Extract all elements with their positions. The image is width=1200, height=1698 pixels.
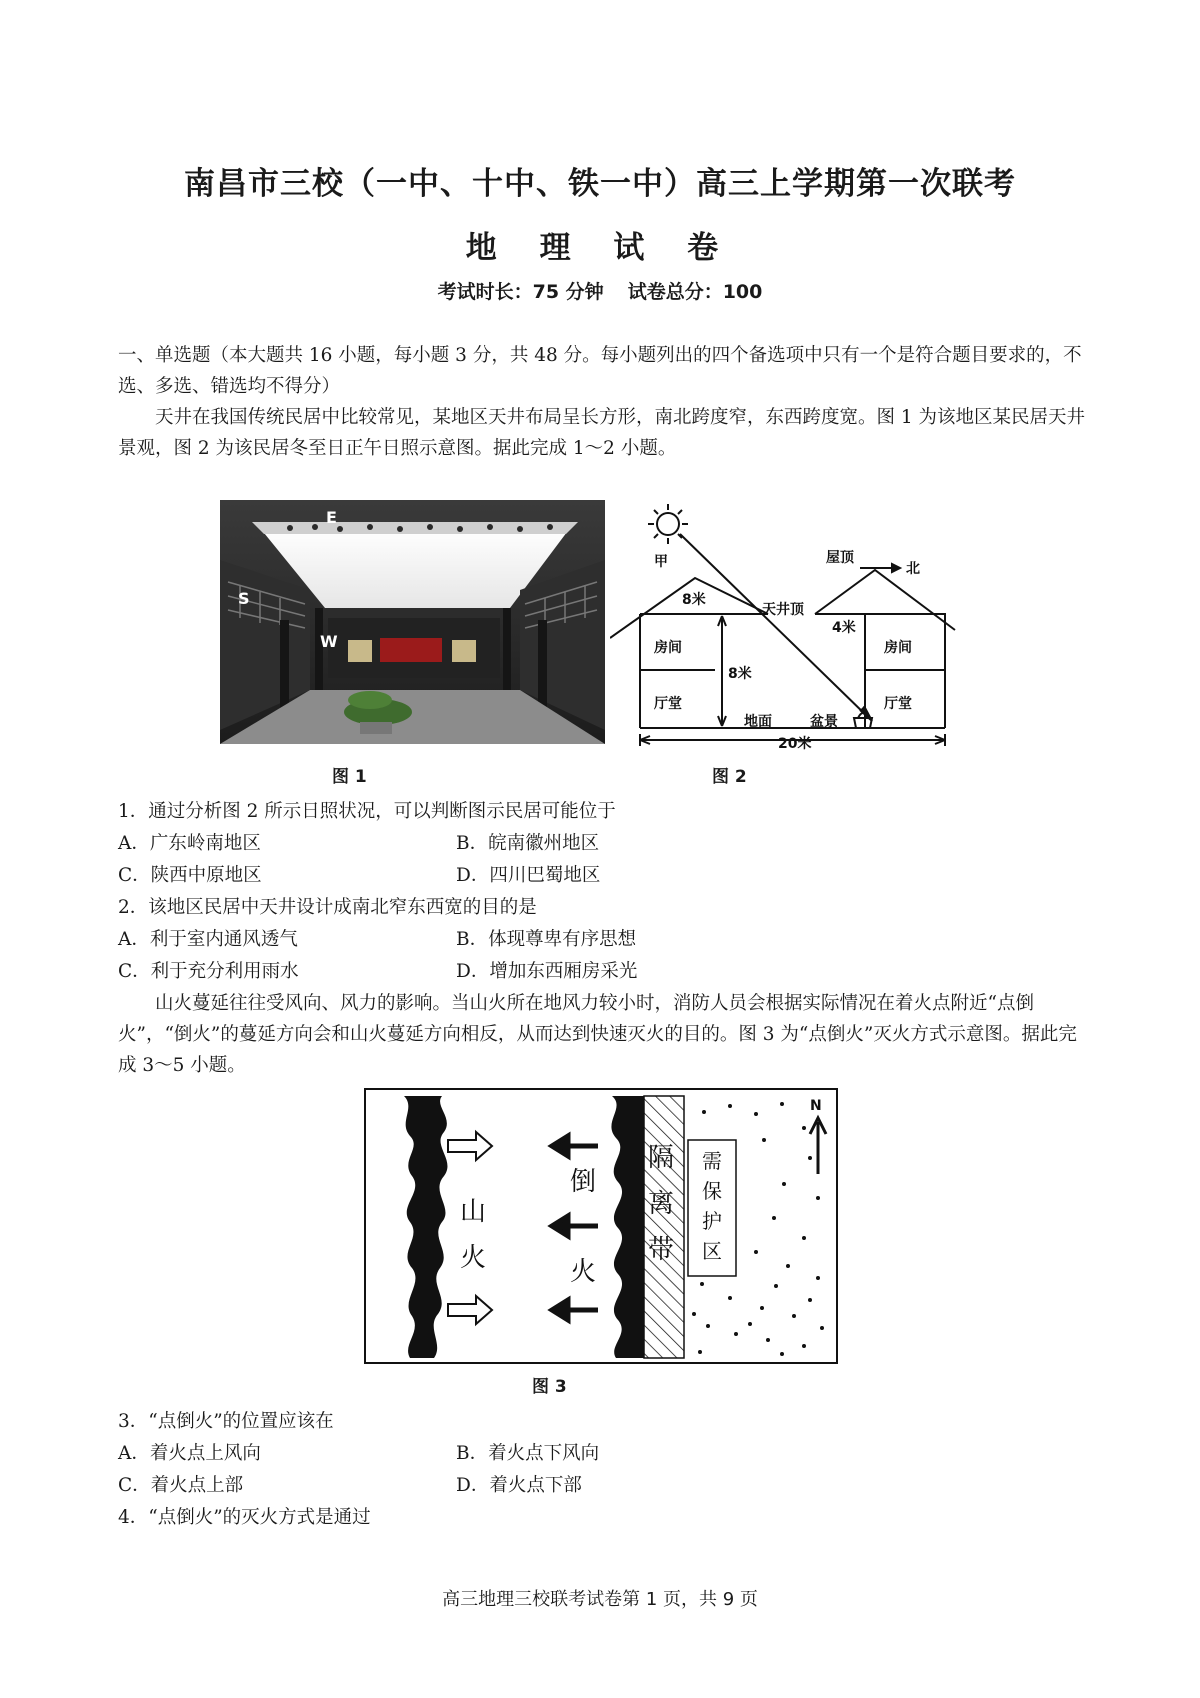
fig3-label-firebreak-3: 带 [648,1235,675,1265]
figure-2-caption: 图 2 [712,767,747,787]
fig3-label-protect-3: 护 [702,1209,722,1233]
subject-title: 地 理 试 卷 [465,230,735,266]
fig1-label-w: W [320,632,338,651]
fig3-label-wildfire-2: 火 [460,1243,487,1273]
fig2-label-hall-left: 厅堂 [654,696,682,712]
figure-2-diagram [610,498,980,758]
fig3-label-backfire-2: 火 [570,1257,597,1287]
fig2-label-room-right: 房间 [884,640,912,656]
question-1-stem: 1．通过分析图 2 所示日照状况，可以判断图示民居可能位于 [118,801,616,822]
fig1-label-e: E [326,508,337,527]
fig2-label-width-4m: 4米 [832,620,856,636]
fig3-label-firebreak-1: 隔 [648,1143,675,1173]
fig3-label-protect-2: 保 [702,1179,722,1203]
fig3-label-north: N [810,1098,822,1114]
question-2-option-b[interactable]: B．体现尊卑有序思想 [456,929,637,950]
fig2-label-bonsai: 盆景 [810,714,838,730]
exam-total-score: 试卷总分：100 [627,281,763,303]
page-title: 南昌市三校（一中、十中、铁一中）高三上学期第一次联考 [184,166,1016,202]
question-3-option-d[interactable]: D．着火点下部 [456,1475,582,1496]
fig2-label-skylight: 天井顶 [762,602,804,618]
fig2-label-height-8m: 8米 [728,666,752,682]
sun-icon [657,513,679,535]
figure-3-caption: 图 3 [532,1377,567,1397]
question-4-stem: 4．“点倒火”的灭火方式是通过 [118,1507,371,1528]
question-2-option-a[interactable]: A．利于室内通风透气 [118,929,298,950]
fig2-label-sun: 甲 [654,554,668,570]
fig3-label-backfire-1: 倒 [570,1167,597,1197]
question-3-option-a[interactable]: A．着火点上风向 [118,1443,261,1464]
fig2-label-ground: 地面 [744,714,772,730]
fig3-label-protect-1: 需 [702,1149,722,1173]
question-1-option-b[interactable]: B．皖南徽州地区 [456,833,600,854]
fig2-label-north: 北 [906,561,920,577]
page-footer: 高三地理三校联考试卷第 1 页，共 9 页 [442,1589,758,1610]
fig3-label-firebreak-2: 离 [648,1189,675,1219]
question-1-option-a[interactable]: A．广东岭南地区 [118,833,261,854]
fig3-label-protect-4: 区 [702,1239,722,1263]
section-heading: 一、单选题（本大题共 16 小题，每小题 3 分，共 48 分。每小题列出的四个备选项中只有一个是符合题目要求的，不选、多选、错选均不得分） [118,345,1082,397]
fig1-label-s: S [238,589,250,608]
question-2-stem: 2．该地区民居中天井设计成南北窄东西宽的目的是 [118,897,537,918]
question-3-option-b[interactable]: B．着火点下风向 [456,1443,600,1464]
fig2-label-hall-right: 厅堂 [884,696,912,712]
figure-3-diagram [364,1088,838,1364]
fig2-label-room-left: 房间 [654,640,682,656]
firebreak-zone [644,1096,684,1358]
fig3-label-wildfire-1: 山 [460,1197,487,1227]
figure-1-photo [220,500,605,744]
passage-2: 山火蔓延往往受风向、风力的影响。当山火所在地风力较小时，消防人员会根据实际情况在着火点附近“点倒火”，“倒火”的蔓延方向会和山火蔓延方向相反，从而达到快速灭火的目的。图 3 为“点倒火”灭火方式示意图。据此完成 3～5 小题。 [118,993,1077,1076]
figure-1-caption: 图 1 [332,767,367,787]
question-2-option-d[interactable]: D．增加东西厢房采光 [456,961,638,982]
exam-duration: 考试时长：75 分钟 [437,281,604,303]
question-3-stem: 3．“点倒火”的位置应该在 [118,1411,334,1432]
question-1-option-c[interactable]: C．陕西中原地区 [118,865,262,886]
passage-1: 天井在我国传统民居中比较常见，某地区天井布局呈长方形，南北跨度窄，东西跨度宽。图 1 为该地区某民居天井景观，图 2 为该民居冬至日正午日照示意图。据此完成 1～2 小题。 [118,407,1086,459]
question-3-option-c[interactable]: C．着火点上部 [118,1475,244,1496]
fig2-label-width-20m: 20米 [778,736,812,752]
fig2-label-width-8m: 8米 [682,592,706,608]
exam-info [0,277,1200,304]
question-2-option-c[interactable]: C．利于充分利用雨水 [118,961,299,982]
question-1-option-d[interactable]: D．四川巴蜀地区 [456,865,601,886]
fig2-label-roof: 屋顶 [826,550,854,566]
